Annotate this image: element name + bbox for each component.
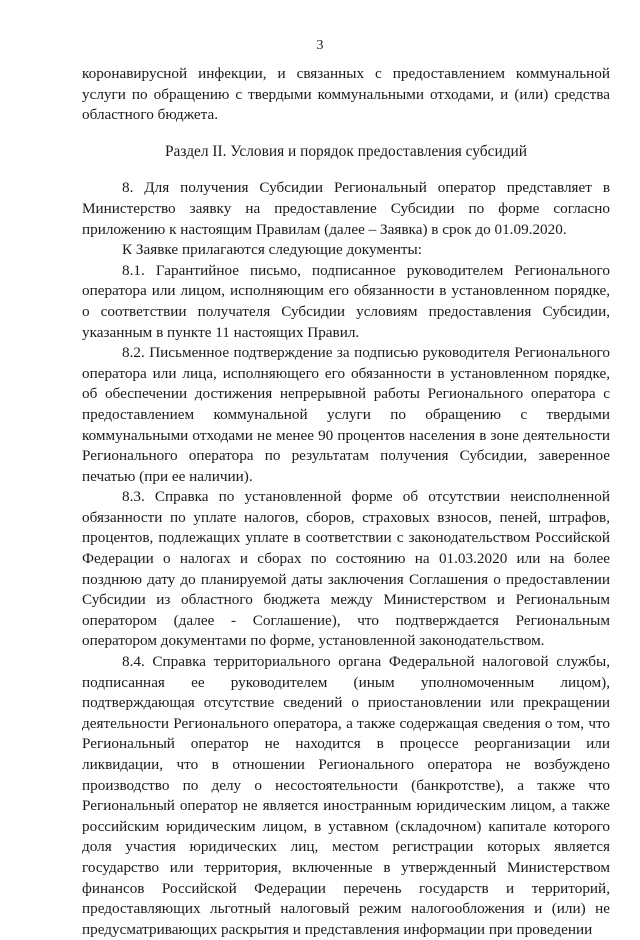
- document-body: [82, 64, 610, 940]
- page-number: 3: [316, 38, 324, 53]
- paragraph-8-4: 8.4. Справка территориального органа Федеральной налоговой службы, подписанная ее руководителем (иным уполномоченным лицом), подтверждающая отсутствие сведений о приостановлении или прекращении деятельности Регионального оператора, а также содержащая сведения о том, что Региональный оператор не находится в процессе реорганизации или ликвидации, что в отношении Регионального оператора не возбуждено производство по делу о несостоятельности (банкротстве), а также что Региональный оператор не является иностранным юридическим лицом, а также российским юридическим лицом, в уставном (складочном) капитале которого доля участия юридических лиц, местом регистрации которых является государство или территория, включенные в утвержденный Министерством финансов Российской Федерации перечень государств и территорий, предоставляющих льготный налоговый режим налогообложения и (или) не предусматривающих раскрытия и представления информации при проведении: [82, 653, 610, 938]
- continuation-paragraph: коронавирусной инфекции, и связанных с предоставлением коммунальной услуги по обращению с твердыми коммунальными отходами, и (или) средства областного бюджета.: [82, 65, 610, 124]
- paragraph-8-3: 8.3. Справка по установленной форме об отсутствии неисполненной обязанности по уплате налогов, сборов, страховых взносов, пеней, штрафов, процентов, подлежащих уплате в соответствии с законодательством Российской Федерации о налогах и сборах по состоянию на 01.03.2020 или на более позднюю дату до планируемой даты заключения Соглашения о предоставлении Субсидии из областного бюджета между Министерством и Региональным оператором (далее - Соглашение), что подтверждается Региональным оператором документами по форме, установленной законодательством.: [82, 488, 610, 650]
- paragraph-8-1: 8.1. Гарантийное письмо, подписанное руководителем Регионального оператора или лицом, исполняющим его обязанности в установленном порядке, о соответствии получателя Субсидии условиям предоставления Субсидии, указанным в пункте 11 настоящих Правил.: [82, 261, 610, 341]
- section-title: Раздел II. Условия и порядок предоставления субсидий: [165, 142, 527, 160]
- paragraph-8-2: 8.2. Письменное подтверждение за подписью руководителя Регионального оператора или лица, исполняющего его обязанности в установленном порядке, об обеспечении достижения непрерывной работы Регионального оператора с предоставлением коммунальной услуги по обращению с твердыми коммунальными отходами не менее 90 процентов населения в зоне деятельности Регионального оператора по результатам получения Субсидии, заверенное печатью (при ее наличии).: [82, 344, 610, 485]
- paragraph-attachments-intro: К Заявке прилагаются следующие документы:: [122, 241, 422, 259]
- paragraph-8: 8. Для получения Субсидии Региональный оператор представляет в Министерство заявку на предоставление Субсидии по форме согласно приложению к настоящим Правилам (далее – Заявка) в срок до 01.09.2020.: [82, 179, 610, 238]
